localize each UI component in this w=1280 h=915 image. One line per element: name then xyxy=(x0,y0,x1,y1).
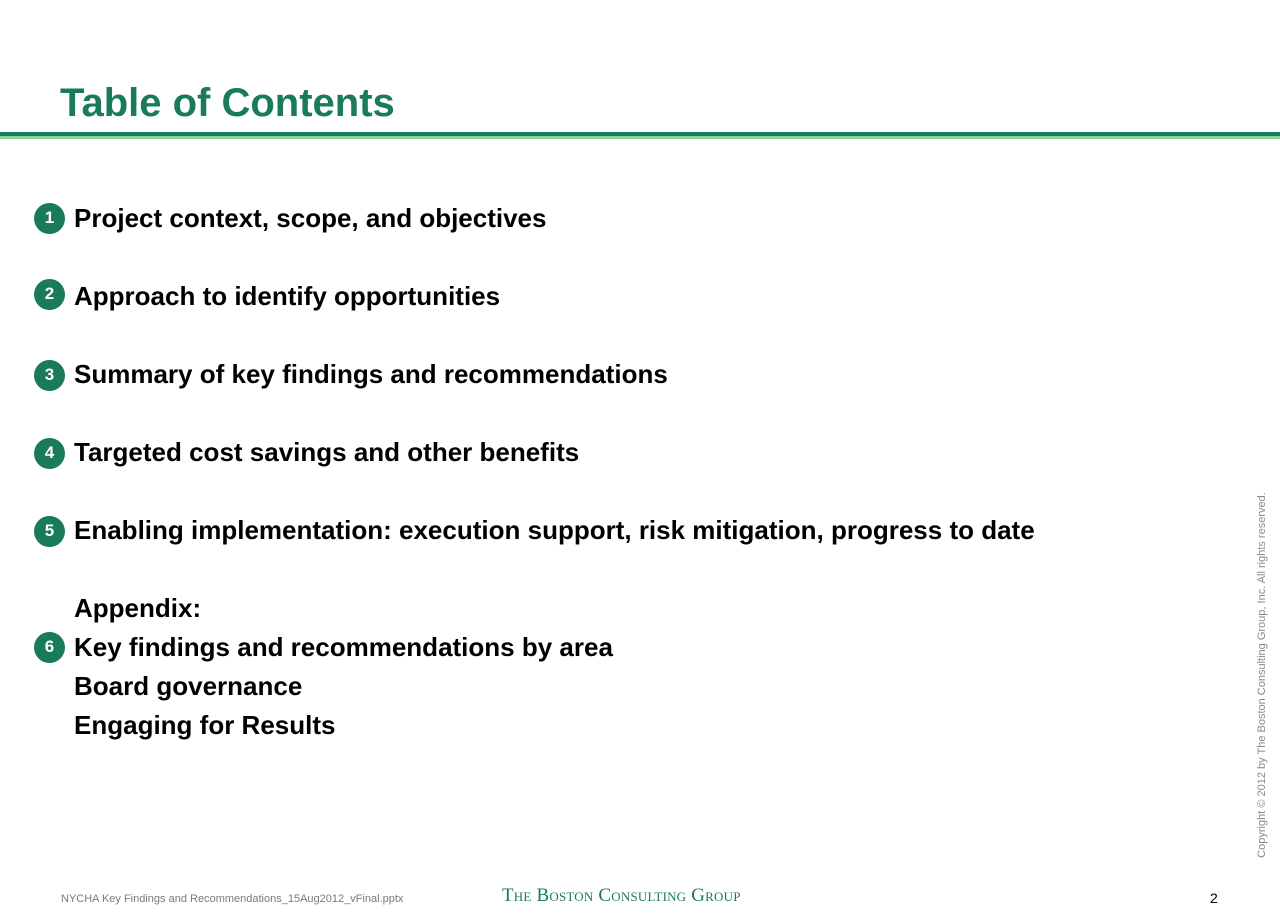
appendix-section xyxy=(74,589,613,745)
toc-number-badge: 1 xyxy=(34,203,65,234)
slide-title: Table of Contents xyxy=(60,81,395,125)
toc-item-label: Targeted cost savings and other benefits xyxy=(74,437,580,467)
footer-file-name: NYCHA Key Findings and Recommendations_15Aug2012_vFinal.pptx xyxy=(61,893,404,905)
title-divider-accent xyxy=(0,136,1280,139)
copyright-notice: Copyright © 2012 by The Boston Consulting Group, Inc. All rights reserved. xyxy=(1256,492,1268,858)
appendix-line: Engaging for Results xyxy=(74,710,336,740)
page-number: 2 xyxy=(1210,890,1218,906)
toc-item-label: Enabling implementation: execution support, risk mitigation, progress to date xyxy=(74,515,1035,545)
toc-number-badge: 2 xyxy=(34,279,65,310)
toc-number-badge: 3 xyxy=(34,360,65,391)
toc-item-4 xyxy=(34,435,580,471)
toc-item-label: Summary of key findings and recommendations xyxy=(74,359,668,389)
toc-item-2 xyxy=(34,276,501,312)
toc-item-5 xyxy=(34,513,1035,549)
toc-number-badge: 6 xyxy=(34,632,65,663)
toc-item-3 xyxy=(34,357,668,393)
bcg-logo: The Boston Consulting Group xyxy=(502,885,741,906)
toc-number-badge: 4 xyxy=(34,438,65,469)
appendix-heading: Appendix: xyxy=(74,593,202,623)
toc-item-label: Approach to identify opportunities xyxy=(74,281,501,311)
toc-number-badge: 5 xyxy=(34,516,65,547)
toc-item-label: Project context, scope, and objectives xyxy=(74,203,547,233)
appendix-line: Board governance xyxy=(74,671,303,701)
toc-item-1 xyxy=(34,200,547,236)
appendix-line: Key findings and recommendations by area xyxy=(74,632,613,662)
toc-item-6 xyxy=(34,629,65,665)
